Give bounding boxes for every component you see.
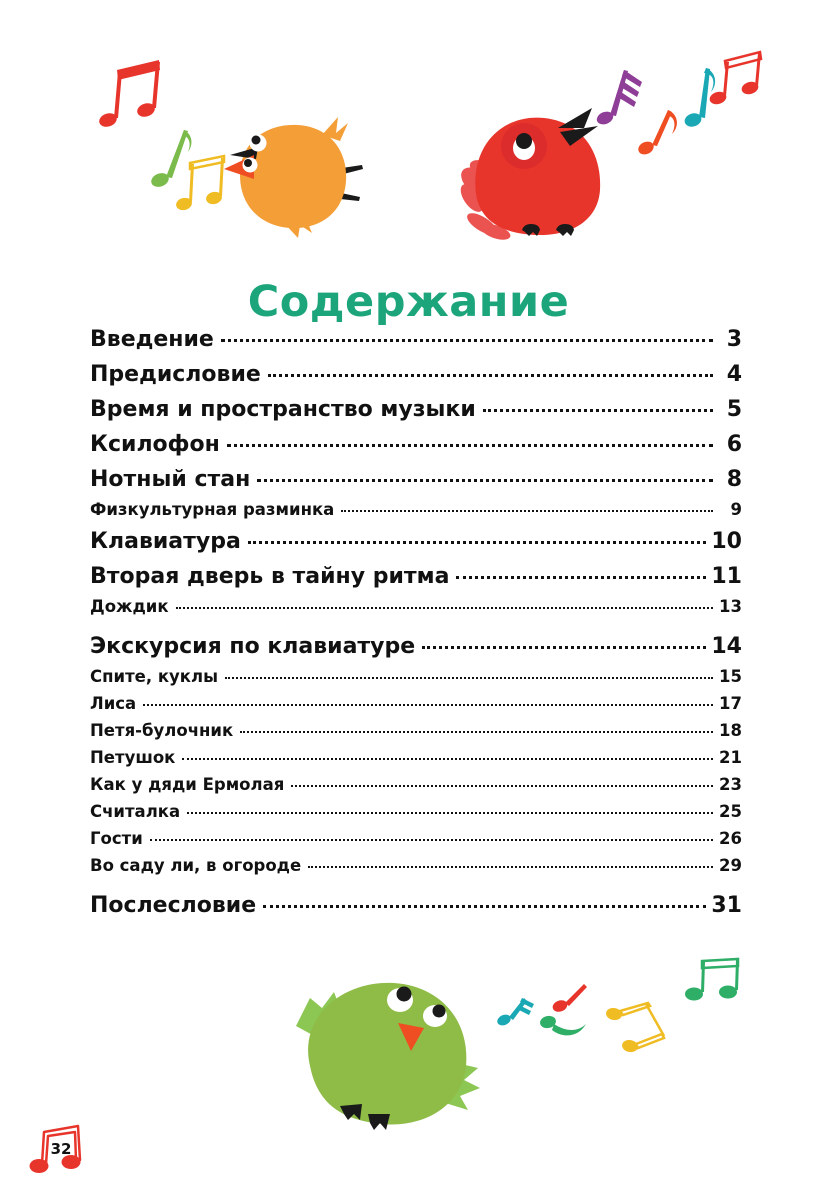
dotted-leader (456, 576, 706, 579)
dotted-leader (257, 479, 713, 482)
toc-entry-label: Во саду ли, в огороде (90, 856, 302, 875)
toc-entry-page: 6 (726, 432, 742, 457)
page-number-marker (26, 1118, 90, 1182)
toc-row (90, 529, 742, 557)
toc-entry-label: Предисловие (90, 362, 261, 387)
dotted-leader (182, 758, 713, 760)
toc-row (90, 829, 742, 851)
toc-entry-page: 21 (719, 748, 742, 767)
toc-entry-label: Дождик (90, 597, 169, 616)
dotted-leader (248, 541, 707, 544)
yellow-beamed-notes-icon (175, 156, 224, 212)
toc-row (90, 467, 742, 495)
toc-row (90, 667, 742, 689)
dotted-leader (221, 339, 713, 342)
dotted-leader (176, 607, 713, 609)
toc-entry-label: Время и пространство музыки (90, 397, 476, 422)
toc-row (90, 694, 742, 716)
green-bird-body-icon (308, 983, 466, 1125)
toc-row (90, 775, 742, 797)
toc-row (90, 564, 742, 592)
yellow-rotated-notes-icon (605, 1003, 664, 1053)
bottom-right-notes (490, 958, 740, 1083)
emerald-hooked-note-icon (539, 1014, 586, 1035)
toc-entry-page: 9 (730, 500, 742, 519)
top-right-notes (588, 52, 768, 162)
dotted-leader (308, 866, 713, 868)
toc-entry-page: 4 (726, 362, 742, 387)
green-eighth-note-icon (149, 130, 191, 189)
toc-entry-page: 3 (726, 327, 742, 352)
toc-entry-label: Как у дяди Ермолая (90, 775, 285, 794)
dotted-leader (143, 704, 713, 706)
toc-entry-label: Гости (90, 829, 143, 848)
toc-entry-label: Петя-булочник (90, 721, 234, 740)
dotted-leader (240, 731, 713, 733)
toc-entry-label: Вторая дверь в тайну ритма (90, 564, 450, 589)
toc-entry-page: 25 (719, 802, 742, 821)
toc-row (90, 721, 742, 743)
toc-row (90, 500, 742, 522)
toc-entry-page: 14 (711, 634, 742, 659)
page-title: Содержание (247, 276, 570, 327)
toc-row (90, 397, 742, 425)
toc-row (90, 634, 742, 662)
toc-entry-page: 23 (719, 775, 742, 794)
dotted-leader (150, 839, 713, 841)
dotted-leader (291, 785, 713, 787)
toc-row (90, 802, 742, 824)
toc-entry-page: 18 (719, 721, 742, 740)
toc-entry-page: 31 (711, 893, 742, 918)
red-small-note-icon (551, 984, 587, 1014)
dotted-leader (483, 409, 713, 412)
emerald-beamed-notes-icon (685, 959, 739, 1001)
toc-entry-label: Клавиатура (90, 529, 241, 554)
toc-row (90, 362, 742, 390)
toc-row (90, 597, 742, 619)
toc-entry-label: Ксилофон (90, 432, 220, 457)
toc-row (90, 893, 742, 921)
toc-entry-page: 17 (719, 694, 742, 713)
toc-entry-page: 13 (719, 597, 742, 616)
teal-sixteenth-note-icon (496, 998, 534, 1027)
toc-entry-page: 29 (719, 856, 742, 875)
orange-eighth-note-icon (636, 110, 677, 157)
dotted-leader (225, 677, 713, 679)
toc-entry-page: 15 (719, 667, 742, 686)
dotted-leader (263, 905, 706, 908)
dotted-leader (341, 510, 713, 512)
toc-entry-label: Спите, куклы (90, 667, 218, 686)
red-beamed-notes-icon (97, 60, 160, 129)
toc-row (90, 856, 742, 878)
toc-entry-label: Считалка (90, 802, 181, 821)
dotted-leader (268, 374, 713, 377)
toc-entry-label: Физкультурная разминка (90, 500, 335, 519)
toc-entry-page: 26 (719, 829, 742, 848)
orange-bird (222, 113, 372, 238)
toc-row (90, 327, 742, 355)
footer-page-number: 32 (50, 1140, 72, 1158)
toc-entry-label: Послесловие (90, 893, 257, 918)
dotted-leader (227, 444, 713, 447)
red-outlined-notes-icon (708, 52, 761, 106)
toc-entry-label: Экскурсия по клавиатуре (90, 634, 416, 659)
toc-entry-page: 5 (726, 397, 742, 422)
toc-entry-page: 10 (711, 529, 742, 554)
toc-row (90, 748, 742, 770)
toc-entry-page: 11 (711, 564, 742, 589)
dotted-leader (422, 646, 706, 649)
toc-row (90, 432, 742, 460)
toc-entry-label: Петушок (90, 748, 176, 767)
toc-entry-label: Нотный стан (90, 467, 251, 492)
table-of-contents (90, 320, 742, 921)
green-bird (282, 968, 497, 1133)
toc-entry-label: Лиса (90, 694, 137, 713)
purple-sixteenth-note-icon (595, 70, 642, 127)
toc-entry-page: 8 (726, 467, 742, 492)
dotted-leader (187, 812, 713, 814)
toc-entry-label: Введение (90, 327, 214, 352)
